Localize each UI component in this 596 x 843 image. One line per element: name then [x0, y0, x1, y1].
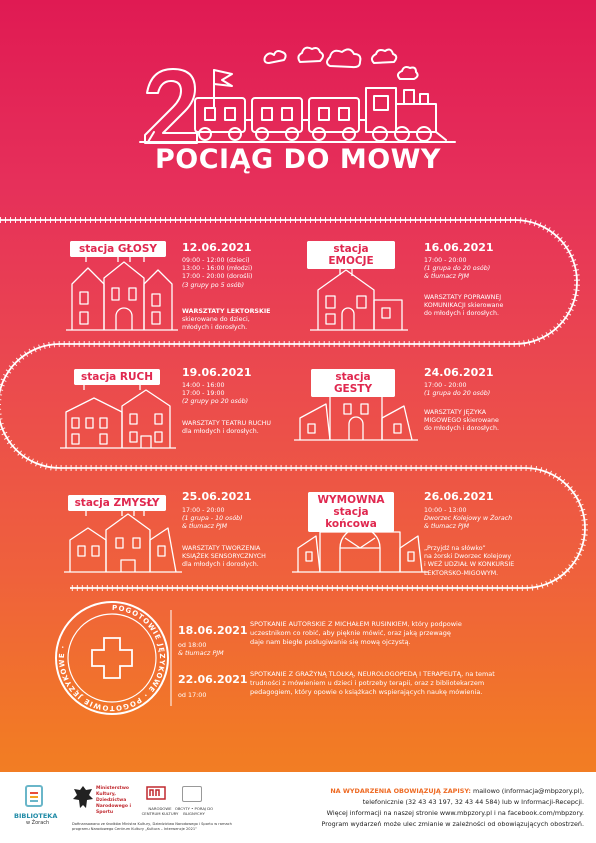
- time-line: 17:00 - 20:00: [424, 257, 467, 264]
- footer-line: mailowo (informacja@mbpzory.pl),: [473, 787, 584, 795]
- footer-highlight: NA WYDARZENIA OBOWIĄZUJĄ ZAPISY:: [330, 787, 471, 795]
- time-line: & tłumacz PJM: [182, 523, 228, 531]
- desc-title: WARSZTATY LEKTORSKIE: [182, 308, 271, 315]
- footer-info: [322, 786, 584, 830]
- sign-wymowna: [308, 492, 394, 532]
- time-line: (2 grupy po 20 osób): [182, 398, 249, 406]
- pogotowie-desc-1: [250, 620, 550, 647]
- desc-line: WARSZTATY TEATRU RUCHU: [182, 420, 271, 427]
- pogotowie-time-1: [178, 641, 224, 657]
- desc-wymowna: [424, 545, 514, 578]
- building-emocje-icon: [310, 262, 408, 330]
- sign-emocje: stacja EMOCJE: [307, 241, 395, 269]
- page-title: POCIĄG DO MOWY: [155, 144, 441, 175]
- desc-line: daje nam biegłe posługiwanie się mową ojczystą.: [250, 638, 411, 646]
- sign-wymowna-line1: WYMOWNA: [317, 494, 385, 506]
- sign-wymowna-line2: stacja końcowa: [325, 506, 377, 530]
- desc-line: „Przyjdź na słówko”: [424, 545, 486, 552]
- time-line: Dworzec Kolejowy w Żorach: [424, 515, 513, 523]
- ministry-logo-text: Ministerstwo Kultury, Dziedzictwa Narodowego i Sportu: [96, 786, 132, 815]
- times-wymowna: [424, 507, 512, 532]
- funding-note: Dofinansowano ze środków Ministra Kultury, Dziedzictwa Narodowego i Sportu w ramach programu Narodowego Centrum Kultury „Kultura – Interwencje 2021”: [72, 822, 232, 831]
- time-line: 09:00 - 12:00 (dzieci): [182, 257, 250, 264]
- nck-logo-icon: [146, 784, 166, 802]
- time-line: & tłumacz PJM: [178, 649, 224, 658]
- desc-line: do młodych i dorosłych.: [424, 425, 499, 433]
- building-ruch-icon: [60, 390, 176, 448]
- desc-line: dla młodych i dorosłych.: [182, 428, 259, 436]
- time-line: (1 grupa do 20 osób): [424, 390, 491, 398]
- desc-line: WARSZTATY TWORZENIA: [182, 545, 261, 552]
- sign-gesty: stacja GESTY: [311, 369, 395, 397]
- desc-line: WARSZTATY POPRAWNEJ: [424, 294, 502, 301]
- number-two-icon: [145, 69, 197, 143]
- sign-zmysly: stacja ZMYSŁY: [68, 495, 166, 511]
- time-line: & tłumacz PJM: [424, 273, 470, 281]
- date-ruch: 19.06.2021: [182, 366, 252, 379]
- time-line: 14:00 - 16:00: [182, 382, 225, 389]
- time-line: 13:00 - 16:00 (młodzi): [182, 265, 253, 273]
- footer-line: Program wydarzeń może ulec zmianie w zależności od obowiązujących obostrzeń.: [321, 820, 584, 828]
- pogotowie-date-1: 18.06.2021: [178, 624, 248, 637]
- time-line: 17:00 - 20:00 (dorośli): [182, 273, 253, 281]
- desc-emocje: [424, 294, 503, 319]
- smoke-clouds-icon: [265, 48, 418, 79]
- date-wymowna: 26.06.2021: [424, 490, 494, 503]
- pogotowie-desc-2: [250, 670, 550, 697]
- building-glosy-icon: [66, 252, 178, 330]
- desc-line: SPOTKANIE Z GRAŻYNĄ TLOŁKĄ, NEUROLOGOPEDĄ I TERAPEUTĄ, na temat: [250, 670, 495, 678]
- desc-line: KOMUNIKACJI skierowane: [424, 302, 504, 310]
- desc-line: dla młodych i dorosłych.: [182, 561, 259, 569]
- times-zmysly: [182, 507, 243, 532]
- footer-line: telefonicznie (32 43 43 197, 32 43 44 584) lub w Informacji-Recepcji.: [362, 798, 584, 806]
- sign-glosy: stacja GŁOSY: [70, 241, 166, 257]
- desc-line: pedagogiem, który opowie o książkach wspierających naukę mówienia.: [250, 688, 483, 696]
- time-line: 10:00 - 13:00: [424, 507, 467, 514]
- time-line: 17:00 - 19:00: [182, 390, 225, 398]
- desc-line: uczestnikom co robić, aby pięknie mówić, oraz jaką przewagę: [250, 629, 451, 637]
- footer: [0, 772, 596, 843]
- time-line: & tłumacz PJM: [424, 523, 470, 531]
- times-gesty: [424, 382, 490, 398]
- time-line: 17:00 - 20:00: [424, 382, 467, 389]
- desc-line: skierowane do dzieci,: [182, 316, 250, 324]
- pogotowie-date-2: 22.06.2021: [178, 673, 248, 686]
- desc-line: KSIĄŻEK SENSORYCZNYCH: [182, 553, 266, 561]
- pogotowie-time-2: od 17:00: [178, 691, 207, 699]
- obcyty-logo-icon: [182, 786, 202, 802]
- time-line: (1 grupa - 10 osób): [182, 515, 243, 523]
- footer-line: Więcej informacji na naszej stronie www.mbpzory.pl i na facebook.com/mbpzory.: [326, 809, 584, 817]
- date-emocje: 16.06.2021: [424, 241, 494, 254]
- desc-line: do młodych i dorosłych.: [424, 310, 499, 318]
- building-zmysly-icon: [64, 506, 182, 572]
- obcyty-logo-text: OBCYTY • PORAJ DO BLIGNYCHY: [174, 806, 214, 816]
- railway-track: [0, 220, 585, 588]
- date-zmysly: 25.06.2021: [182, 490, 252, 503]
- time-line: 17:00 - 20:00: [182, 507, 225, 514]
- date-glosy: 12.06.2021: [182, 241, 252, 254]
- desc-ruch: [182, 420, 271, 436]
- time-line: (1 grupa do 20 osób): [424, 265, 491, 273]
- library-logo-text: BIBLIOTEKA: [14, 812, 58, 820]
- pogotowie-ring-text: POGOTOWIE JĘZYKOWE · POGOTOWIE JĘZYKOWE ·: [57, 603, 167, 713]
- eagle-emblem-icon: [72, 784, 94, 816]
- desc-line: i WEŹ UDZIAŁ W KONKURSIE: [424, 561, 515, 569]
- times-glosy: [182, 257, 252, 290]
- nck-logo-text: NARODOWE CENTRUM KULTURY: [141, 806, 179, 816]
- building-wymowna-icon: [292, 528, 428, 572]
- desc-line: SPOTKANIE AUTORSKIE Z MICHAŁEM RUSINKIEM, który podpowie: [250, 620, 462, 628]
- desc-zmysly: [182, 545, 266, 570]
- date-gesty: 24.06.2021: [424, 366, 494, 379]
- desc-line: młodych i dorosłych.: [182, 324, 248, 332]
- desc-line: na żorski Dworzec Kolejowy: [424, 553, 512, 561]
- times-ruch: [182, 382, 248, 407]
- desc-line: LEKTORSKO-MIGOWYM.: [424, 569, 499, 577]
- desc-glosy: [182, 308, 270, 333]
- library-logo-subtext: w Żorach: [26, 820, 50, 826]
- time-line: (3 grupy po 5 osób): [182, 281, 245, 289]
- pogotowie-badge: [56, 602, 168, 714]
- sign-ruch: stacja RUCH: [74, 369, 160, 385]
- desc-line: trudności z mówieniem u dzieci i potrzeby terapii, oraz z bibliotekarzem: [250, 679, 485, 687]
- desc-gesty: [424, 409, 499, 434]
- desc-line: MIGOWEGO skierowane: [424, 417, 499, 425]
- time-line: od 18:00: [178, 641, 207, 649]
- library-logo-icon: [20, 784, 50, 810]
- desc-line: WARSZTATY JĘZYKA: [424, 409, 487, 416]
- times-emocje: [424, 257, 490, 282]
